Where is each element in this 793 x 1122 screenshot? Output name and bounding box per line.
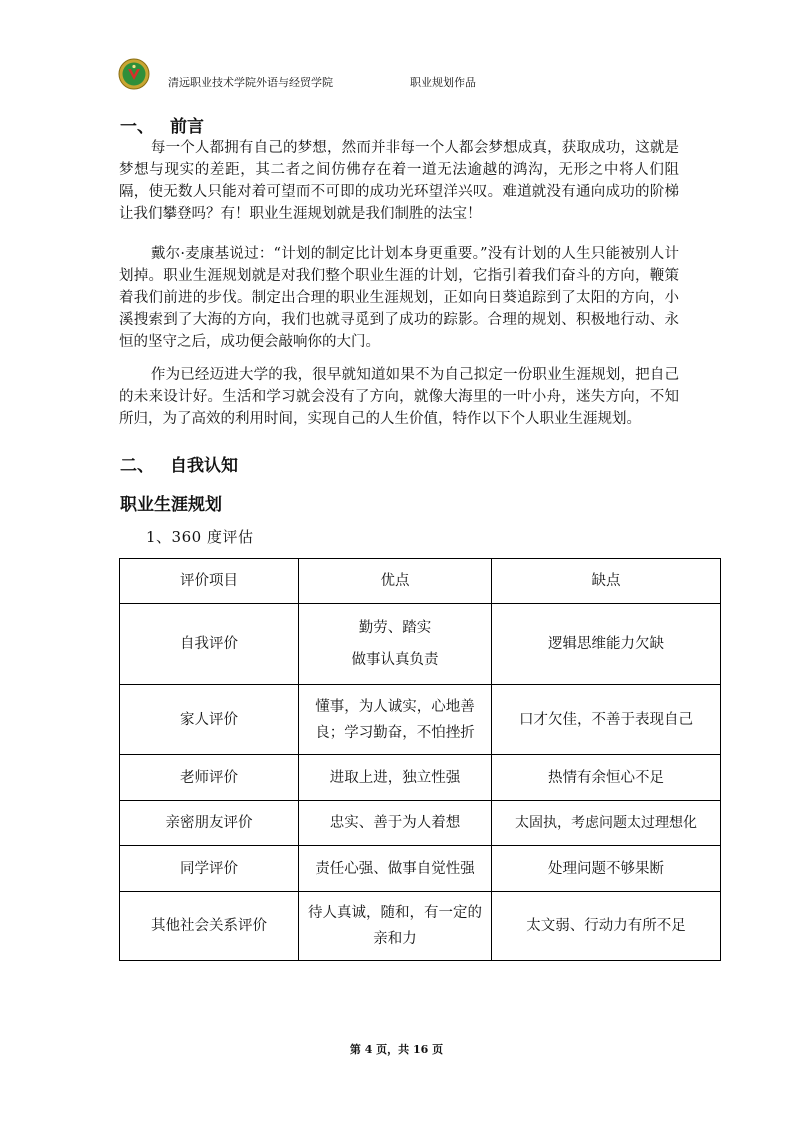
school-emblem-icon xyxy=(118,58,150,90)
pros-cell: 责任心强、做事自觉性强 xyxy=(299,846,492,892)
header-cell: 缺点 xyxy=(492,559,721,604)
evaluation-table xyxy=(119,558,721,961)
pros-cell xyxy=(299,604,492,685)
cons-cell: 太文弱、行动力有所不足 xyxy=(492,892,721,961)
table-row xyxy=(120,846,721,892)
pros-cell: 待人真诚，随和，有一定的亲和力 xyxy=(299,892,492,961)
pros-cell: 忠实、善于为人着想 xyxy=(299,801,492,846)
section-number: 一、 xyxy=(120,117,154,137)
table-row xyxy=(120,892,721,961)
career-heading: 职业生涯规划 xyxy=(120,495,222,515)
section-heading-foreword xyxy=(120,112,204,137)
header-document-title: 职业规划作品 xyxy=(410,76,476,89)
pros-cell: 懂事，为人诚实，心地善良；学习勤奋，不怕挫折 xyxy=(299,685,492,755)
table-row xyxy=(120,801,721,846)
pros-line: 勤劳、踏实 xyxy=(358,620,432,636)
section-title: 自我认知 xyxy=(170,456,238,476)
paragraph-2: 戴尔·麦康基说过：“计划的制定比计划本身更重要。”没有计划的人生只能被别人计划掉。职业生涯规划就是对我们整个职业生涯的计划，它指引着我们奋斗的方向，鞭策着我们前进的步伐。制定出合理的职业生涯规划，正如向日葵追踪到了太阳的方向，小溪搜索到了大海的方向，我们也就寻觅到了成功的踪影。合理的规划、积极地行动、永恒的坚守之后，成功便会敲响你的大门。 xyxy=(119,246,679,350)
paragraph-3: 作为已经迈进大学的我，很早就知道如果不为自己拟定一份职业生涯规划，把自己的未来设计好。生活和学习就会没有了方向，就像大海里的一叶小舟，迷失方向，不知所归，为了高效的利用时间，实现自己的人生价值，特作以下个人职业生涯规划。 xyxy=(119,367,679,427)
pros-line: 做事认真负责 xyxy=(351,652,439,668)
cons-cell: 逻辑思维能力欠缺 xyxy=(492,604,721,685)
item-cell: 同学评价 xyxy=(120,846,299,892)
item-cell: 亲密朋友评价 xyxy=(120,801,299,846)
cons-cell: 热情有余恒心不足 xyxy=(492,755,721,801)
table-row xyxy=(120,685,721,755)
header-cell: 优点 xyxy=(299,559,492,604)
table-row xyxy=(120,604,721,685)
page-header xyxy=(118,58,678,98)
pros-cell: 进取上进，独立性强 xyxy=(299,755,492,801)
page-footer: 第 4 页，共 16 页 xyxy=(349,1043,444,1056)
paragraph-1: 每一个人都拥有自己的梦想，然而并非每一个人都会梦想成真，获取成功，这就是梦想与现实的差距，其二者之间仿佛存在着一道无法逾越的鸿沟，无形之中将人们阻隔，使无数人只能对着可望而不可即的成功光环望洋兴叹。难道就没有通向成功的阶梯让我们攀登吗？有！职业生涯规划就是我们制胜的法宝！ xyxy=(119,140,679,222)
item-cell: 其他社会关系评价 xyxy=(120,892,299,961)
table-row xyxy=(120,755,721,801)
header-cell: 评价项目 xyxy=(120,559,299,604)
cons-cell: 太固执，考虑问题太过理想化 xyxy=(492,801,721,846)
header-organization: 清远职业技术学院外语与经贸学院 xyxy=(168,76,333,89)
sub-item-360: 1、360 度评估 xyxy=(146,528,254,546)
section-number: 二、 xyxy=(120,456,154,476)
cons-cell: 处理问题不够果断 xyxy=(492,846,721,892)
section-heading-self xyxy=(120,451,238,476)
item-cell: 自我评价 xyxy=(120,604,299,685)
item-cell: 家人评价 xyxy=(120,685,299,755)
table-header-row xyxy=(120,559,721,604)
cons-cell: 口才欠佳，不善于表现自己 xyxy=(492,685,721,755)
item-cell: 老师评价 xyxy=(120,755,299,801)
section-title: 前言 xyxy=(170,117,204,137)
